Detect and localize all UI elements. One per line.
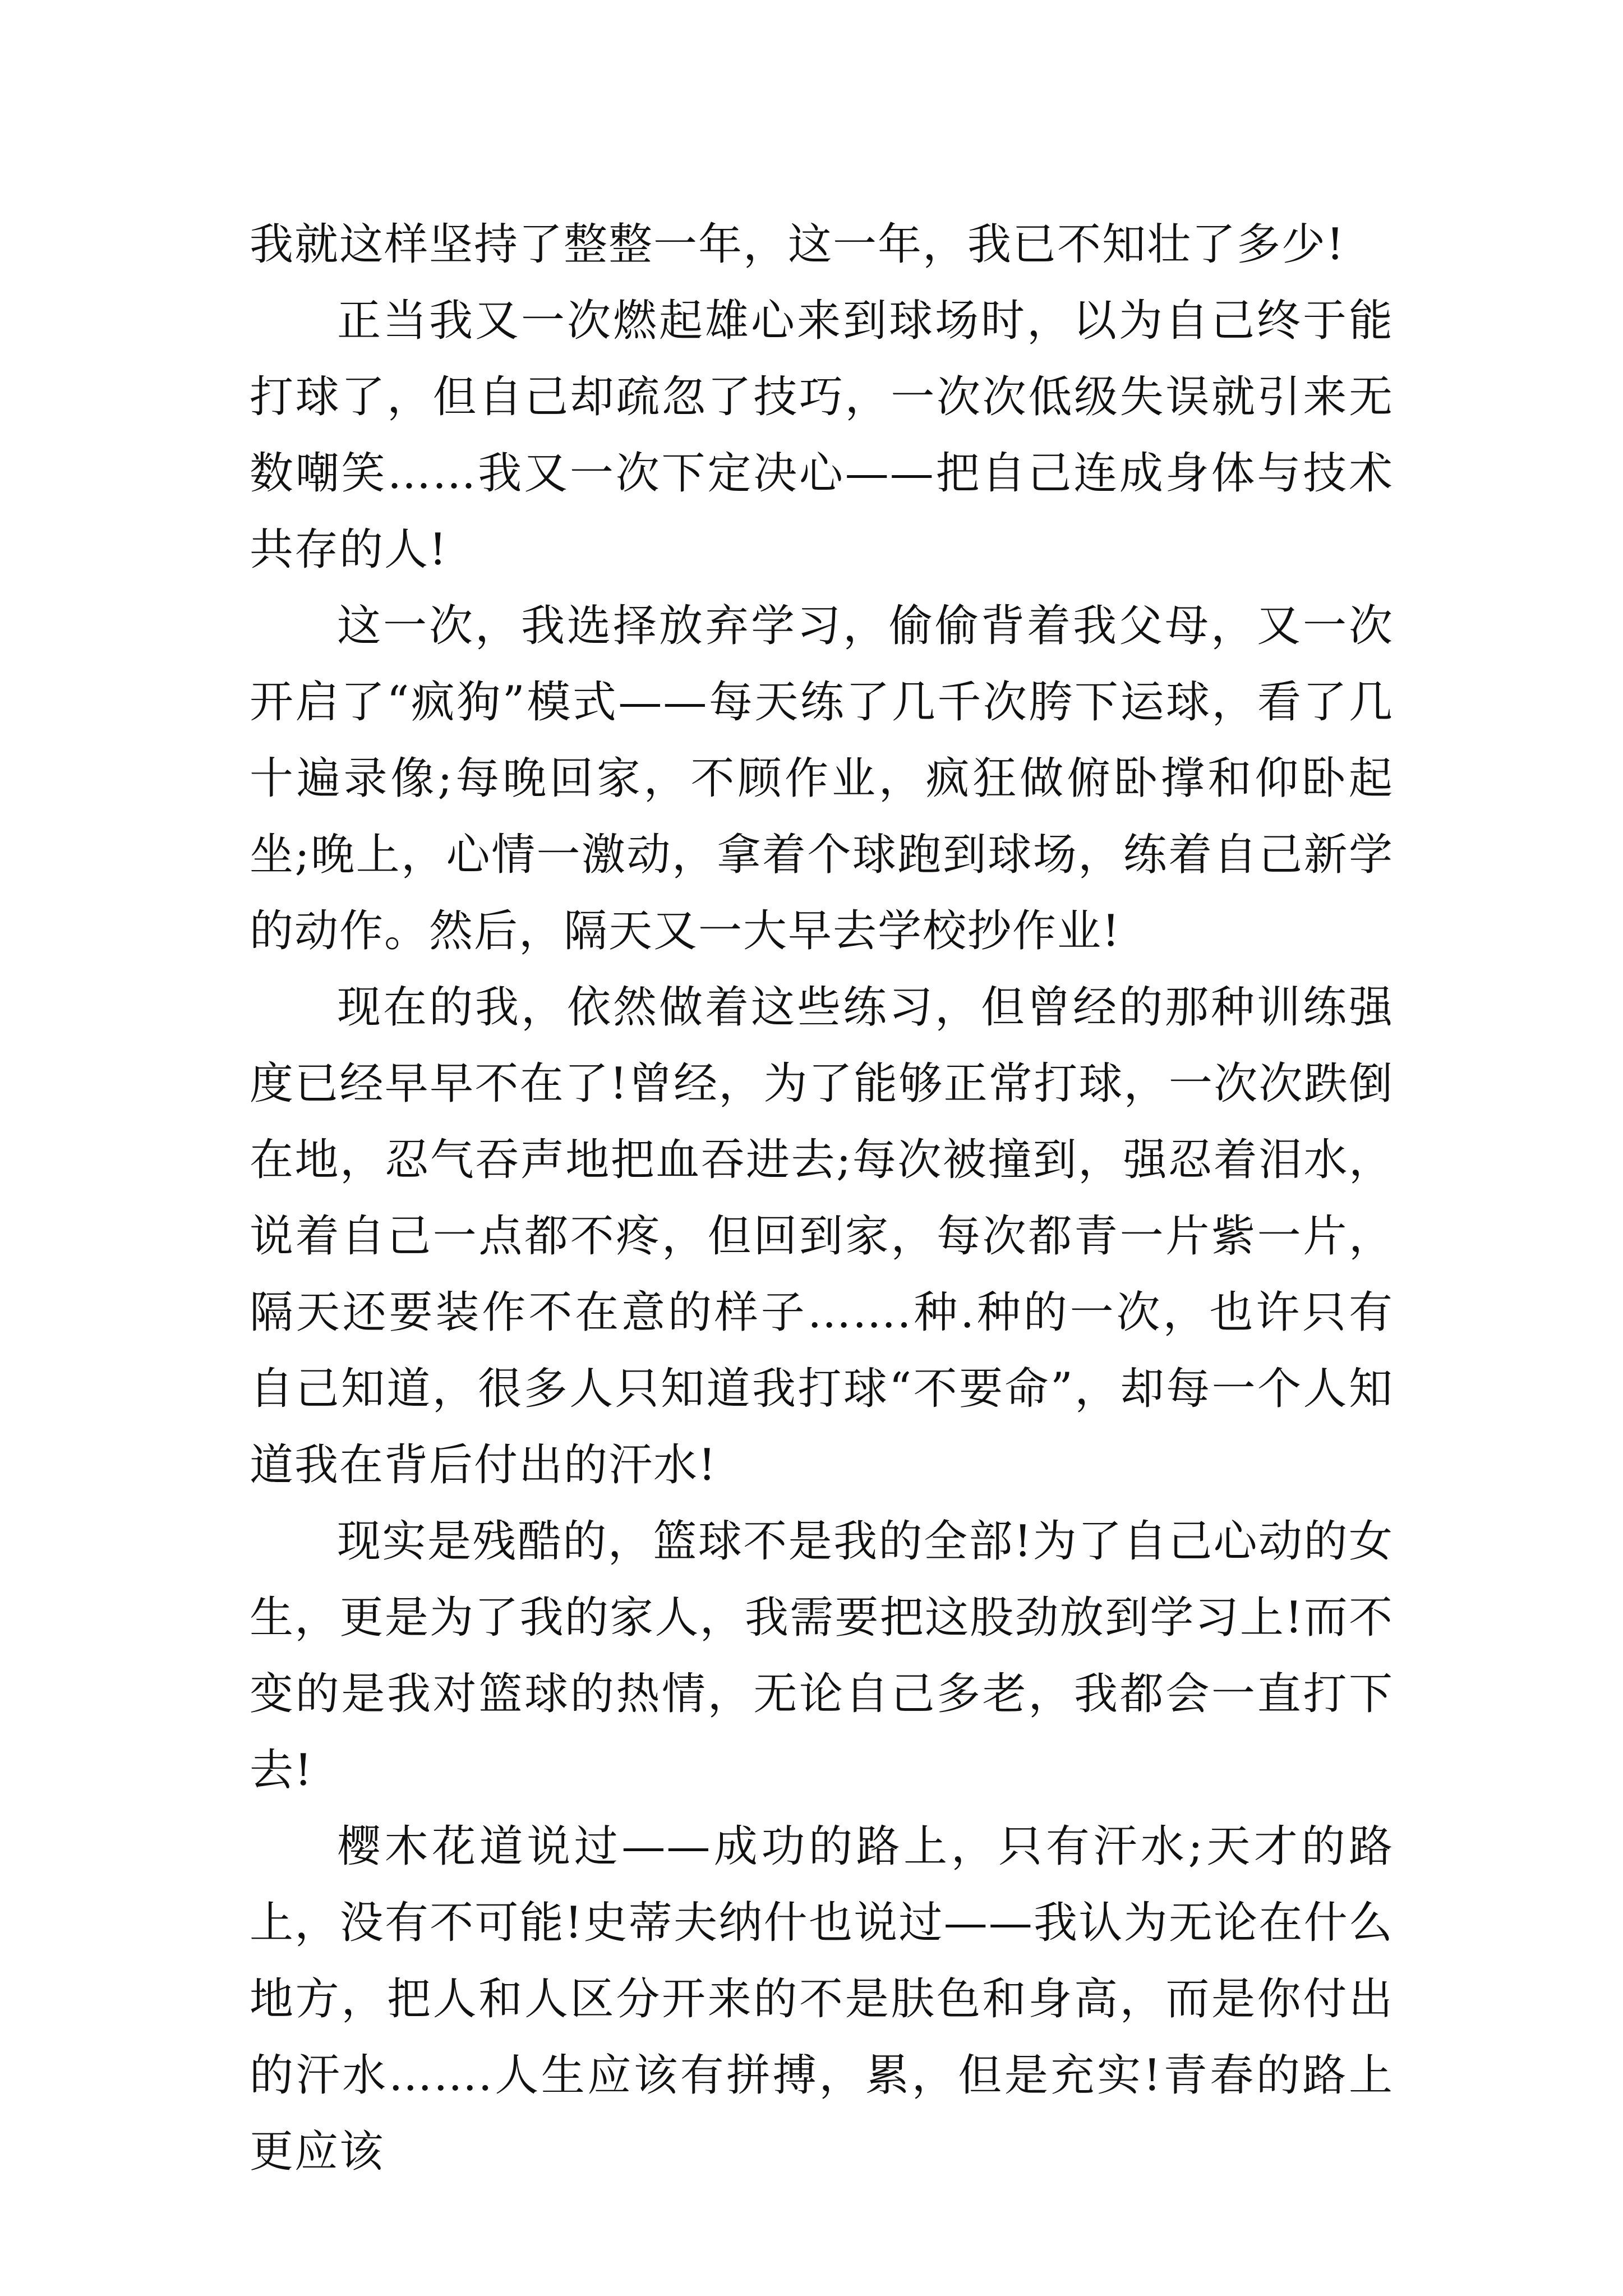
paragraph-6: 樱木花道说过——成功的路上，只有汗水;天才的路上，没有不可能!史蒂夫纳什也说过——我认为无论在什么地方，把人和人区分开来的不是肤色和身高，而是你付出的汗水…….人生应该有拼搏，累，但是充实!青春的路上更应该 <box>250 1821 1394 2177</box>
document-body <box>250 206 1394 2190</box>
paragraph-5: 现实是残酷的，篮球不是我的全部!为了自己心动的女生，更是为了我的家人，我需要把这股劲放到学习上!而不变的是我对篮球的热情，无论自己多老，我都会一直打下去! <box>250 1516 1394 1796</box>
paragraph-4: 现在的我，依然做着这些练习，但曾经的那种训练强度已经早早不在了!曾经，为了能够正常打球，一次次跌倒在地，忍气吞声地把血吞进去;每次被撞到，强忍着泪水，说着自己一点都不疼，但回到家，每次都青一片紫一片，隔天还要装作不在意的样子…….种.种的一次，也许只有自己知道，很多人只知道我打球“不要命”，却每一个人知道我在背后付出的汗水! <box>250 982 1394 1490</box>
paragraph-3: 这一次，我选择放弃学习，偷偷背着我父母，又一次开启了“疯狗”模式——每天练了几千次胯下运球，看了几十遍录像;每晚回家，不顾作业，疯狂做俯卧撑和仰卧起坐;晚上，心情一激动，拿着个球跑到球场，练着自己新学的动作。然后，隔天又一大早去学校抄作业! <box>250 601 1394 956</box>
paragraph-2: 正当我又一次燃起雄心来到球场时，以为自己终于能打球了，但自己却疏忽了技巧，一次次低级失误就引来无数嘲笑……我又一次下定决心——把自己连成身体与技术共存的人! <box>250 296 1394 575</box>
paragraph-1: 我就这样坚持了整整一年，这一年，我已不知壮了多少! <box>250 219 1345 270</box>
